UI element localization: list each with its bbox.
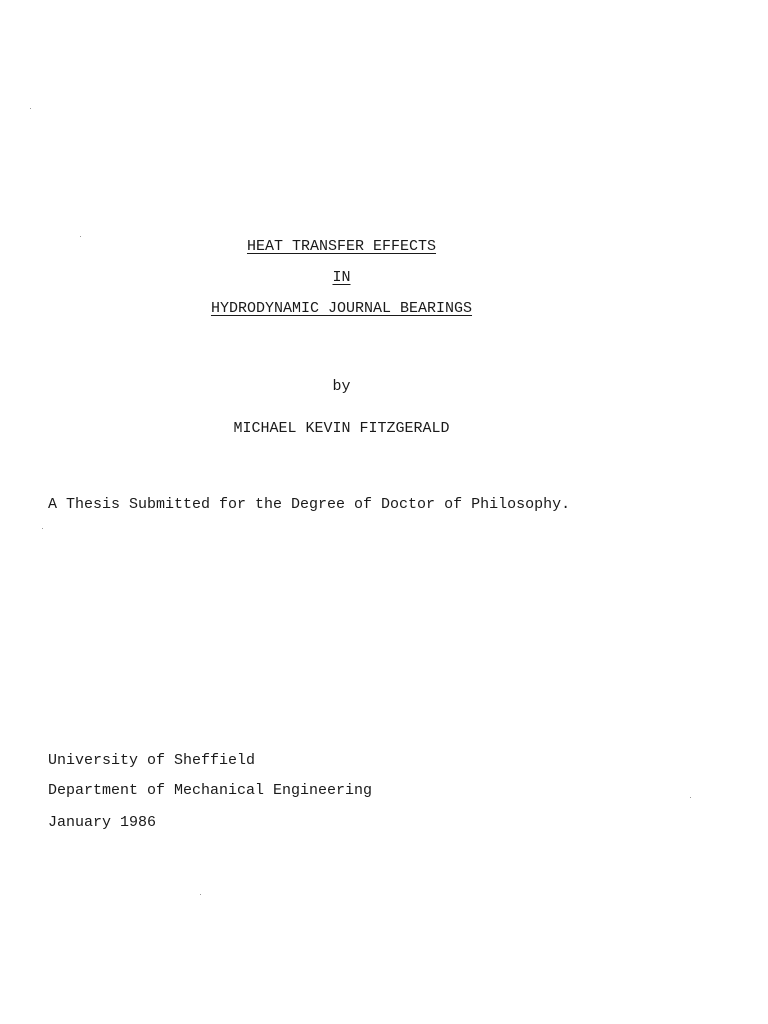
title-line-1: HEAT TRANSFER EFFECTS [246, 238, 437, 255]
scan-speck [690, 797, 691, 798]
author-name: MICHAEL KEVIN FITZGERALD [233, 420, 450, 437]
title-line-2: IN [332, 269, 351, 286]
degree-statement: A Thesis Submitted for the Degree of Doctor of Philosophy. [48, 496, 571, 513]
scan-speck [200, 894, 201, 895]
university-name: University of Sheffield [48, 752, 256, 769]
scan-speck [42, 528, 43, 529]
by-label: by [332, 378, 351, 395]
scan-speck [30, 108, 31, 109]
scan-speck [80, 236, 81, 237]
department-name: Department of Mechanical Engineering [48, 782, 373, 799]
title-line-3: HYDRODYNAMIC JOURNAL BEARINGS [210, 300, 473, 317]
submission-date: January 1986 [48, 814, 157, 831]
